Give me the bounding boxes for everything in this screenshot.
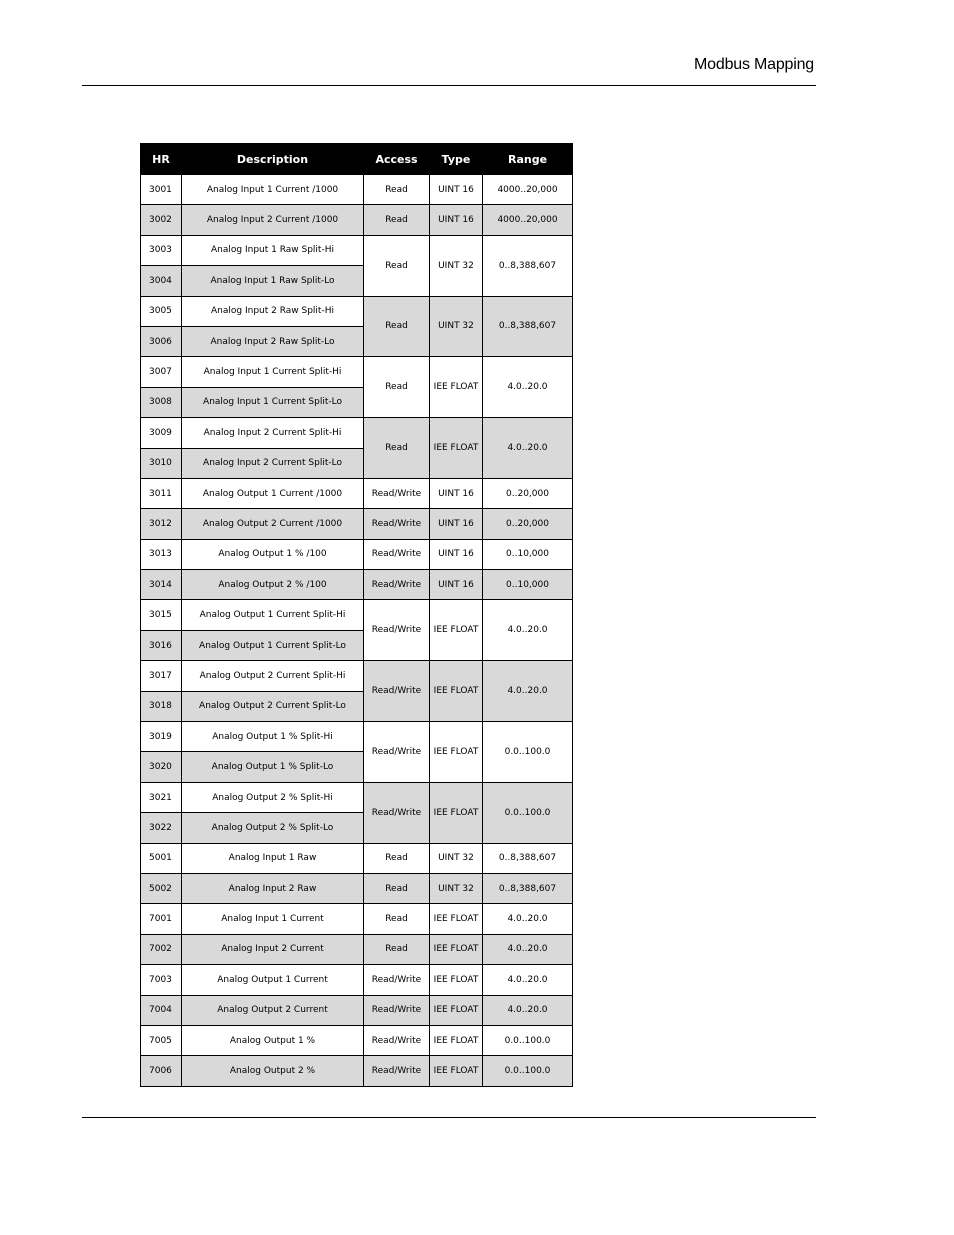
cell-range: 0.0..100.0 [483,722,573,783]
cell-range: 4.0..20.0 [483,965,573,995]
cell-hr: 3012 [141,509,182,539]
cell-hr: 7002 [141,934,182,964]
cell-type: UINT 32 [430,843,483,873]
cell-hr: 7004 [141,995,182,1025]
cell-type: IEE FLOAT [430,1056,483,1086]
cell-description: Analog Output 1 % /100 [182,539,364,569]
cell-hr: 3009 [141,418,182,448]
cell-description: Analog Output 2 Current Split-Lo [182,691,364,721]
table-row [141,205,573,235]
cell-type: UINT 32 [430,873,483,903]
cell-access: Read [364,296,430,357]
cell-hr: 5001 [141,843,182,873]
cell-description: Analog Output 1 % [182,1025,364,1055]
cell-description: Analog Output 1 % Split-Hi [182,722,364,752]
cell-hr: 7006 [141,1056,182,1086]
cell-range: 4000..20,000 [483,205,573,235]
cell-range: 4000..20,000 [483,175,573,205]
cell-description: Analog Input 1 Raw [182,843,364,873]
cell-hr: 3005 [141,296,182,326]
cell-type: UINT 16 [430,175,483,205]
cell-range: 4.0..20.0 [483,995,573,1025]
cell-hr: 3007 [141,357,182,387]
cell-hr: 3002 [141,205,182,235]
cell-range: 0..8,388,607 [483,843,573,873]
cell-access: Read [364,235,430,296]
cell-type: UINT 32 [430,235,483,296]
cell-access: Read/Write [364,995,430,1025]
cell-description: Analog Output 1 Current /1000 [182,478,364,508]
cell-hr: 3008 [141,387,182,417]
table-row [141,600,573,630]
cell-hr: 3017 [141,661,182,691]
cell-hr: 3016 [141,630,182,660]
cell-range: 0.0..100.0 [483,1025,573,1055]
table-body [141,175,573,1087]
cell-hr: 3022 [141,813,182,843]
cell-hr: 7005 [141,1025,182,1055]
table-row [141,357,573,387]
cell-access: Read [364,357,430,418]
cell-access: Read [364,175,430,205]
table-row [141,418,573,448]
cell-range: 4.0..20.0 [483,661,573,722]
cell-range: 0..8,388,607 [483,296,573,357]
cell-type: UINT 16 [430,570,483,600]
cell-access: Read/Write [364,1056,430,1086]
table-row [141,570,573,600]
page-header-title: Modbus Mapping [694,56,814,73]
cell-range: 4.0..20.0 [483,418,573,479]
column-header-description: Description [182,144,364,175]
cell-access: Read [364,843,430,873]
cell-hr: 3014 [141,570,182,600]
cell-type: IEE FLOAT [430,782,483,843]
table-row [141,296,573,326]
cell-hr: 3001 [141,175,182,205]
cell-type: IEE FLOAT [430,934,483,964]
footer-rule [82,1117,816,1118]
cell-range: 0..10,000 [483,570,573,600]
cell-hr: 3003 [141,235,182,265]
cell-access: Read [364,904,430,934]
cell-type: UINT 16 [430,509,483,539]
cell-access: Read/Write [364,478,430,508]
cell-description: Analog Output 2 Current Split-Hi [182,661,364,691]
cell-type: UINT 32 [430,296,483,357]
cell-hr: 7001 [141,904,182,934]
cell-hr: 3018 [141,691,182,721]
table-row [141,235,573,265]
cell-range: 4.0..20.0 [483,904,573,934]
cell-access: Read/Write [364,722,430,783]
cell-description: Analog Input 1 Raw Split-Lo [182,266,364,296]
cell-hr: 3013 [141,539,182,569]
table-row [141,509,573,539]
table-row [141,843,573,873]
cell-access: Read [364,873,430,903]
cell-description: Analog Input 1 Current Split-Hi [182,357,364,387]
cell-description: Analog Output 2 % /100 [182,570,364,600]
cell-range: 0..10,000 [483,539,573,569]
table-row [141,965,573,995]
cell-range: 4.0..20.0 [483,600,573,661]
cell-description: Analog Input 2 Raw Split-Hi [182,296,364,326]
cell-description: Analog Input 2 Current /1000 [182,205,364,235]
cell-description: Analog Output 1 Current Split-Lo [182,630,364,660]
table-row [141,1025,573,1055]
cell-description: Analog Output 1 % Split-Lo [182,752,364,782]
cell-access: Read [364,418,430,479]
cell-type: IEE FLOAT [430,965,483,995]
column-header-hr: HR [141,144,182,175]
cell-description: Analog Input 1 Current Split-Lo [182,387,364,417]
modbus-register-table [140,143,573,1087]
table-header-row [141,144,573,175]
cell-hr: 3004 [141,266,182,296]
cell-range: 4.0..20.0 [483,357,573,418]
header-rule [82,85,816,86]
cell-type: IEE FLOAT [430,418,483,479]
cell-description: Analog Output 2 Current [182,995,364,1025]
table-row [141,904,573,934]
cell-range: 0.0..100.0 [483,782,573,843]
cell-access: Read [364,934,430,964]
cell-hr: 3019 [141,722,182,752]
cell-description: Analog Output 2 % [182,1056,364,1086]
cell-access: Read/Write [364,661,430,722]
cell-type: IEE FLOAT [430,904,483,934]
cell-type: UINT 16 [430,539,483,569]
cell-access: Read/Write [364,539,430,569]
cell-type: UINT 16 [430,205,483,235]
cell-hr: 3006 [141,326,182,356]
cell-hr: 3021 [141,782,182,812]
cell-range: 0..20,000 [483,509,573,539]
cell-description: Analog Input 2 Current Split-Hi [182,418,364,448]
cell-description: Analog Output 2 % Split-Lo [182,813,364,843]
table-row [141,539,573,569]
cell-hr: 3011 [141,478,182,508]
cell-description: Analog Input 1 Current /1000 [182,175,364,205]
cell-range: 0..20,000 [483,478,573,508]
cell-description: Analog Input 2 Current Split-Lo [182,448,364,478]
cell-access: Read [364,205,430,235]
cell-hr: 7003 [141,965,182,995]
cell-type: IEE FLOAT [430,661,483,722]
table-row [141,175,573,205]
cell-description: Analog Output 2 Current /1000 [182,509,364,539]
cell-description: Analog Input 1 Raw Split-Hi [182,235,364,265]
cell-access: Read/Write [364,600,430,661]
cell-description: Analog Output 1 Current Split-Hi [182,600,364,630]
table-row [141,934,573,964]
cell-description: Analog Output 1 Current [182,965,364,995]
cell-type: IEE FLOAT [430,722,483,783]
cell-range: 4.0..20.0 [483,934,573,964]
table-row [141,478,573,508]
cell-description: Analog Output 2 % Split-Hi [182,782,364,812]
cell-access: Read/Write [364,1025,430,1055]
table-row [141,661,573,691]
cell-description: Analog Input 2 Raw Split-Lo [182,326,364,356]
cell-description: Analog Input 2 Current [182,934,364,964]
cell-type: IEE FLOAT [430,600,483,661]
cell-access: Read/Write [364,570,430,600]
cell-range: 0.0..100.0 [483,1056,573,1086]
table-row [141,782,573,812]
column-header-range: Range [483,144,573,175]
column-header-type: Type [430,144,483,175]
cell-description: Analog Input 2 Raw [182,873,364,903]
table-row [141,995,573,1025]
table-row [141,1056,573,1086]
cell-type: UINT 16 [430,478,483,508]
cell-access: Read/Write [364,965,430,995]
cell-type: IEE FLOAT [430,357,483,418]
cell-range: 0..8,388,607 [483,873,573,903]
cell-access: Read/Write [364,509,430,539]
cell-range: 0..8,388,607 [483,235,573,296]
cell-description: Analog Input 1 Current [182,904,364,934]
cell-type: IEE FLOAT [430,995,483,1025]
cell-hr: 3010 [141,448,182,478]
cell-hr: 3015 [141,600,182,630]
table-row [141,873,573,903]
cell-type: IEE FLOAT [430,1025,483,1055]
column-header-access: Access [364,144,430,175]
cell-access: Read/Write [364,782,430,843]
cell-hr: 3020 [141,752,182,782]
cell-hr: 5002 [141,873,182,903]
table-row [141,722,573,752]
